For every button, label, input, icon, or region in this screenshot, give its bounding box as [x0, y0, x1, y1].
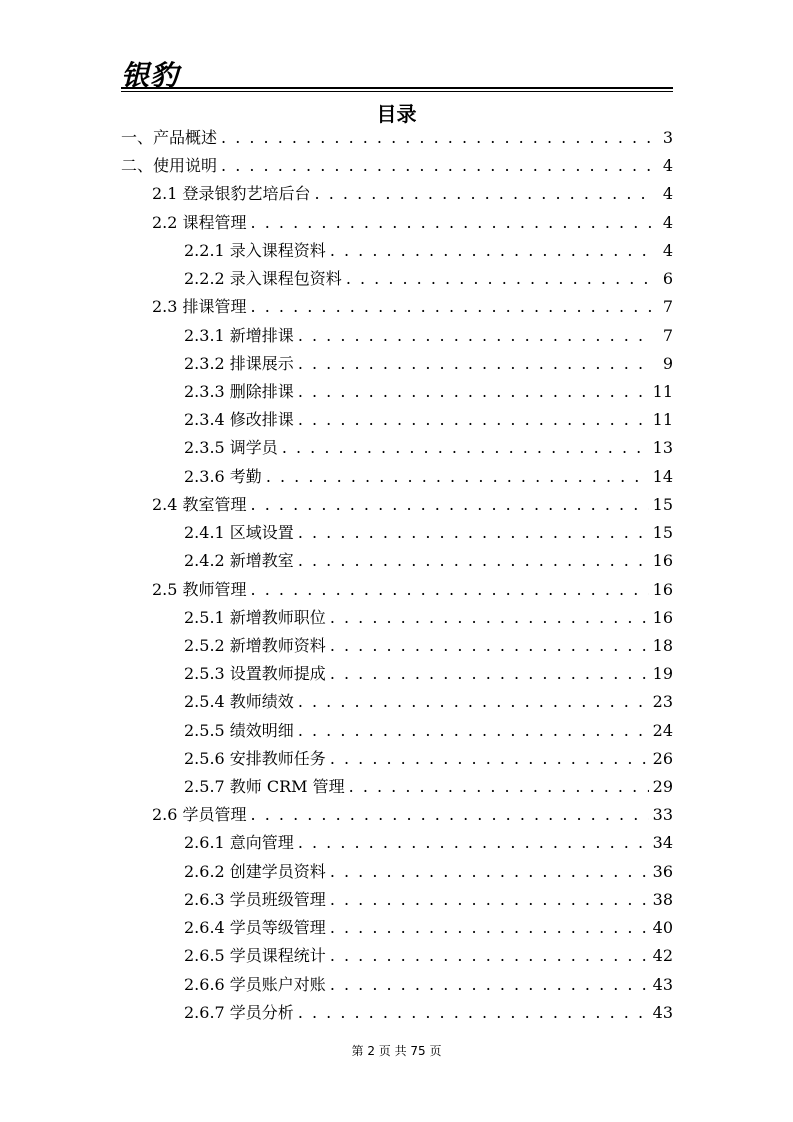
toc-entry-page-number: 24 — [652, 720, 673, 740]
toc-dot-leader — [330, 886, 649, 914]
toc-dot-leader — [251, 576, 649, 604]
toc-entry[interactable] — [121, 717, 673, 745]
toc-entry-label: 2.3.5 调学员 — [184, 438, 278, 458]
toc-entry[interactable] — [121, 265, 673, 293]
toc-entry-page-number: 43 — [652, 1002, 673, 1022]
toc-entry[interactable] — [121, 971, 673, 999]
toc-entry-label: 2.3.6 考勤 — [184, 466, 262, 486]
toc-entry-page-number: 26 — [652, 748, 673, 768]
toc-entry[interactable] — [121, 858, 673, 886]
toc-entry-page-number: 19 — [652, 664, 673, 684]
header-rule-thin — [121, 91, 673, 92]
toc-entry-page-number: 16 — [652, 579, 673, 599]
table-of-contents — [121, 124, 673, 1027]
toc-entry-page-number: 13 — [652, 438, 673, 458]
toc-entry[interactable] — [121, 124, 673, 152]
toc-entry[interactable] — [121, 660, 673, 688]
toc-title: 目录 — [376, 102, 417, 126]
toc-dot-leader — [349, 773, 649, 801]
toc-entry-label: 2.3.4 修改排课 — [184, 410, 294, 430]
toc-dot-leader — [330, 604, 649, 632]
toc-dot-leader — [298, 350, 651, 378]
toc-entry[interactable] — [121, 180, 673, 208]
toc-entry-label: 2.6.7 学员分析 — [184, 1002, 294, 1022]
toc-entry-label: 2.3.1 新增排课 — [184, 325, 294, 345]
toc-entry-page-number: 15 — [652, 523, 673, 543]
toc-entry[interactable] — [121, 604, 673, 632]
toc-dot-leader — [282, 434, 649, 462]
toc-entry-label: 2.6.4 学员等级管理 — [184, 918, 326, 938]
toc-entry-label: 2.6.1 意向管理 — [184, 833, 294, 853]
toc-entry-label: 2.2.2 录入课程包资料 — [184, 269, 342, 289]
toc-entry[interactable] — [121, 829, 673, 857]
toc-dot-leader — [221, 152, 651, 180]
toc-entry[interactable] — [121, 999, 673, 1027]
brand-logo: 银豹 — [121, 59, 180, 92]
toc-entry-label: 2.4.2 新增教室 — [184, 551, 294, 571]
toc-entry-page-number: 4 — [662, 212, 673, 232]
toc-entry-label: 二、使用说明 — [121, 156, 218, 176]
toc-entry[interactable] — [121, 547, 673, 575]
toc-entry-page-number: 29 — [652, 777, 673, 797]
toc-entry-page-number: 9 — [662, 353, 673, 373]
toc-dot-leader — [330, 942, 649, 970]
toc-entry[interactable] — [121, 237, 673, 265]
toc-entry-label: 2.5.2 新增教师资料 — [184, 635, 326, 655]
toc-dot-leader — [221, 124, 651, 152]
toc-dot-leader — [346, 265, 651, 293]
toc-dot-leader — [251, 801, 649, 829]
toc-dot-leader — [298, 829, 649, 857]
toc-entry-page-number: 4 — [662, 184, 673, 204]
toc-entry[interactable] — [121, 463, 673, 491]
toc-entry-label: 2.6.2 创建学员资料 — [184, 861, 326, 881]
toc-dot-leader — [330, 237, 651, 265]
toc-entry-label: 2.2.1 录入课程资料 — [184, 240, 326, 260]
toc-entry[interactable] — [121, 322, 673, 350]
toc-dot-leader — [330, 971, 649, 999]
toc-entry-label: 2.6.5 学员课程统计 — [184, 946, 326, 966]
header-rule-thick — [121, 87, 673, 89]
toc-entry-page-number: 40 — [652, 918, 673, 938]
toc-entry[interactable] — [121, 434, 673, 462]
toc-dot-leader — [330, 632, 649, 660]
toc-entry-label: 2.1 登录银豹艺培后台 — [152, 184, 311, 204]
toc-dot-leader — [298, 999, 649, 1027]
toc-entry[interactable] — [121, 688, 673, 716]
toc-entry[interactable] — [121, 942, 673, 970]
toc-entry-page-number: 11 — [652, 381, 673, 401]
toc-entry-page-number: 38 — [652, 889, 673, 909]
toc-entry-label: 2.5.5 绩效明细 — [184, 720, 294, 740]
toc-entry[interactable] — [121, 773, 673, 801]
toc-dot-leader — [330, 914, 649, 942]
toc-dot-leader — [298, 688, 649, 716]
toc-entry-label: 2.3.2 排课展示 — [184, 353, 294, 373]
toc-dot-leader — [315, 180, 651, 208]
toc-dot-leader — [298, 378, 649, 406]
toc-entry-label: 2.3.3 删除排课 — [184, 381, 294, 401]
toc-entry[interactable] — [121, 152, 673, 180]
toc-entry-page-number: 6 — [662, 269, 673, 289]
toc-entry[interactable] — [121, 576, 673, 604]
toc-entry[interactable] — [121, 632, 673, 660]
toc-entry-page-number: 18 — [652, 635, 673, 655]
toc-dot-leader — [251, 293, 651, 321]
toc-entry-page-number: 11 — [652, 410, 673, 430]
toc-entry-page-number: 15 — [652, 494, 673, 514]
toc-entry[interactable] — [121, 350, 673, 378]
toc-entry-page-number: 43 — [652, 974, 673, 994]
toc-dot-leader — [330, 745, 649, 773]
toc-entry-page-number: 33 — [652, 805, 673, 825]
toc-dot-leader — [251, 491, 649, 519]
toc-dot-leader — [330, 660, 649, 688]
toc-entry-page-number: 7 — [662, 297, 673, 317]
toc-entry-label: 2.6.6 学员账户对账 — [184, 974, 326, 994]
toc-entry[interactable] — [121, 491, 673, 519]
toc-entry-page-number: 7 — [662, 325, 673, 345]
toc-entry-label: 2.6.3 学员班级管理 — [184, 889, 326, 909]
toc-dot-leader — [251, 209, 651, 237]
toc-entry[interactable] — [121, 406, 673, 434]
toc-dot-leader — [298, 547, 649, 575]
toc-entry-label: 2.5.3 设置教师提成 — [184, 664, 326, 684]
toc-entry-page-number: 16 — [652, 551, 673, 571]
toc-dot-leader — [298, 717, 649, 745]
toc-entry[interactable] — [121, 519, 673, 547]
toc-entry-label: 2.6 学员管理 — [152, 805, 247, 825]
toc-entry[interactable] — [121, 914, 673, 942]
toc-entry[interactable] — [121, 886, 673, 914]
toc-dot-leader — [330, 858, 649, 886]
toc-entry-label: 2.5 教师管理 — [152, 579, 247, 599]
toc-entry-page-number: 14 — [652, 466, 673, 486]
toc-entry-page-number: 42 — [652, 946, 673, 966]
toc-entry-page-number: 3 — [662, 128, 673, 147]
toc-entry[interactable] — [121, 745, 673, 773]
toc-entry[interactable] — [121, 801, 673, 829]
toc-entry-page-number: 23 — [652, 692, 673, 712]
toc-entry-label: 2.2 课程管理 — [152, 212, 247, 232]
toc-entry-page-number: 16 — [652, 607, 673, 627]
toc-entry-label: 一、产品概述 — [121, 128, 218, 147]
toc-entry-page-number: 34 — [652, 833, 673, 853]
toc-entry-page-number: 36 — [652, 861, 673, 881]
toc-entry-label: 2.5.1 新增教师职位 — [184, 607, 326, 627]
page-footer: 第 2 页 共 75 页 — [351, 1044, 442, 1058]
toc-entry-page-number: 4 — [662, 156, 673, 176]
toc-dot-leader — [266, 463, 649, 491]
toc-dot-leader — [298, 322, 651, 350]
toc-entry-label: 2.4.1 区域设置 — [184, 523, 294, 543]
toc-entry-label: 2.5.7 教师 CRM 管理 — [184, 777, 345, 797]
toc-dot-leader — [298, 519, 649, 547]
toc-dot-leader — [298, 406, 649, 434]
toc-entry[interactable] — [121, 209, 673, 237]
toc-entry-label: 2.5.6 安排教师任务 — [184, 748, 326, 768]
toc-entry-page-number: 4 — [662, 240, 673, 260]
toc-entry-label: 2.5.4 教师绩效 — [184, 692, 294, 712]
toc-entry-label: 2.4 教室管理 — [152, 494, 247, 514]
toc-entry[interactable] — [121, 378, 673, 406]
toc-entry[interactable] — [121, 293, 673, 321]
toc-entry-label: 2.3 排课管理 — [152, 297, 247, 317]
